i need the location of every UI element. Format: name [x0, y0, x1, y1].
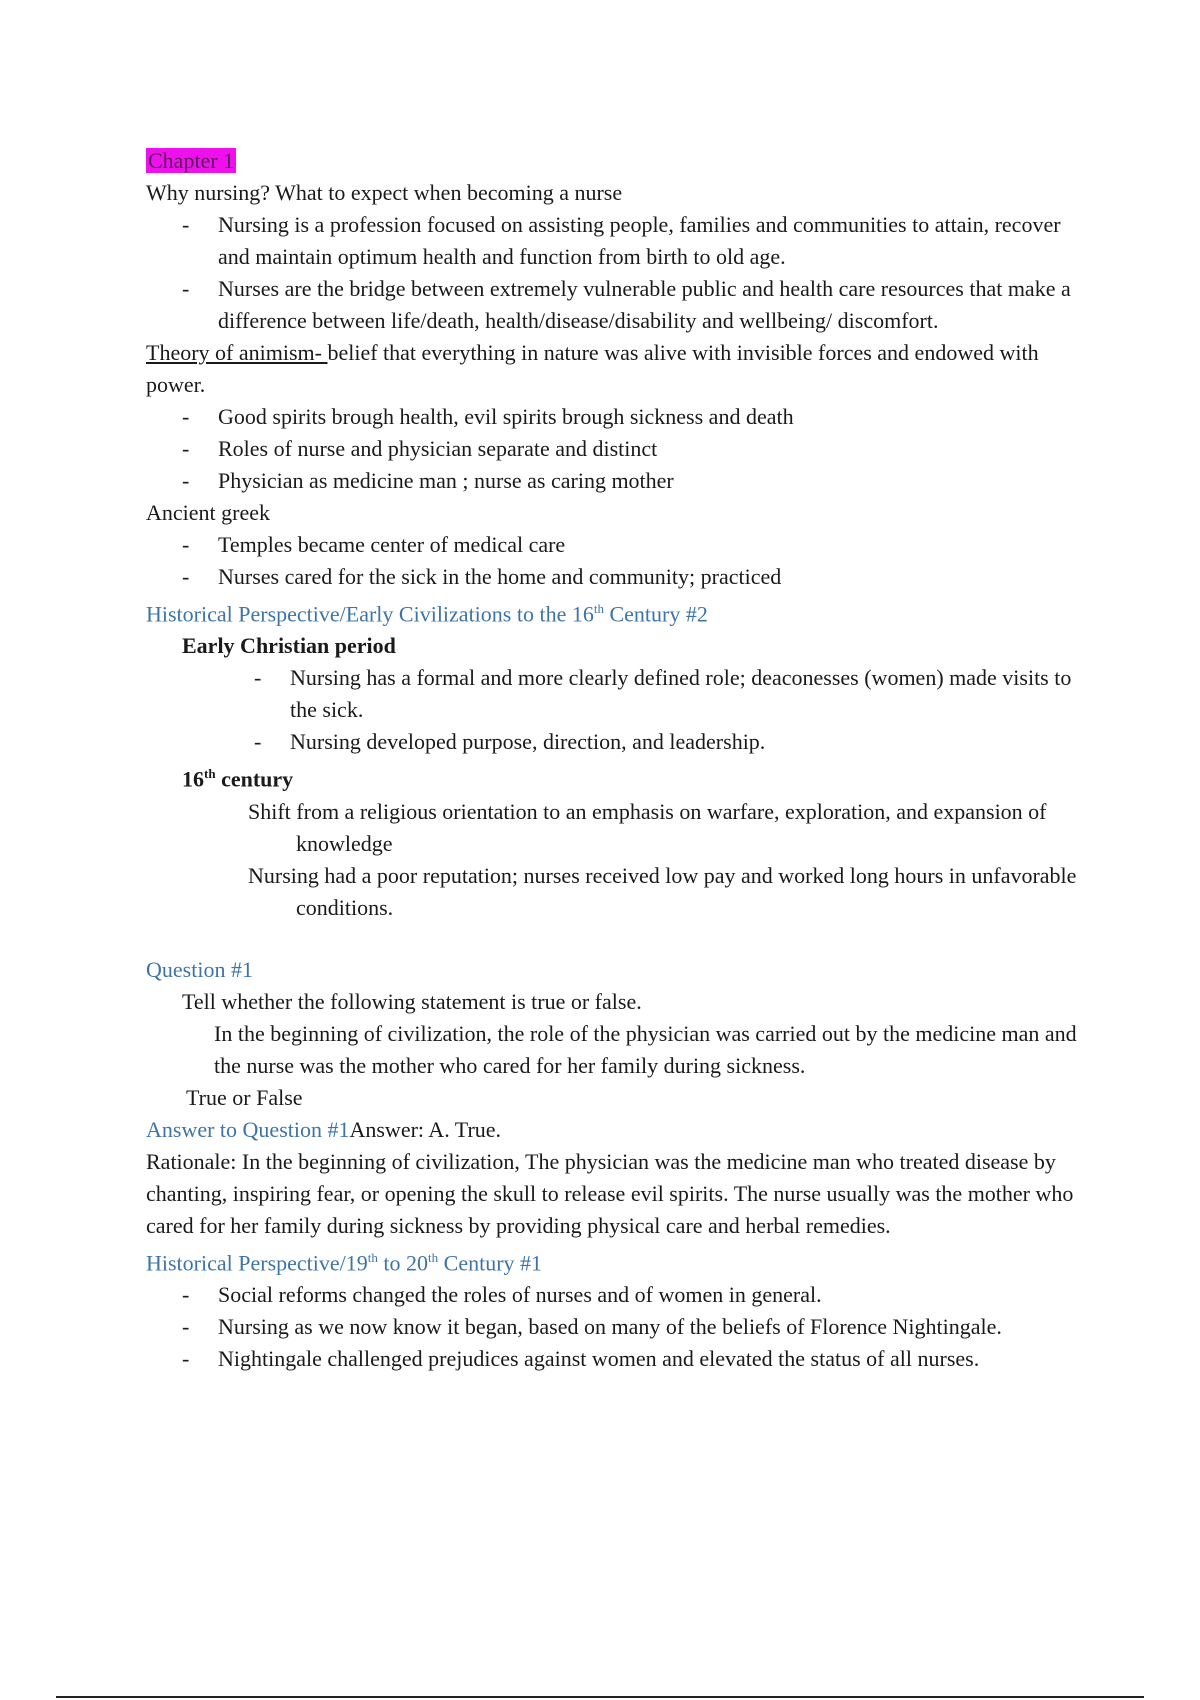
list-item: - Nursing is a profession focused on assisting people, families and communities to attain, recover and maintain optimum health and function from birth to old age.	[146, 209, 1096, 273]
list-item: - Nurses are the bridge between extremely vulnerable public and health care resources that make a difference between life/death, health/disease/disability and wellbeing/ discomfort.	[146, 273, 1096, 337]
heading-superscript: th	[367, 1249, 378, 1265]
section3-list	[146, 1279, 1096, 1375]
century-line: Nursing had a poor reputation; nurses received low pay and worked long hours in unfavorable conditions.	[248, 862, 1077, 920]
list-item: - Nursing as we now know it began, based on many of the beliefs of Florence Nightingale.	[146, 1311, 1096, 1343]
animism-paragraph	[146, 337, 1096, 401]
heading-text: Century #1	[438, 1249, 543, 1275]
list-item: - Good spirits brough health, evil spirits brough sickness and death	[146, 401, 1096, 433]
list-item: - Social reforms changed the roles of nurses and of women in general.	[146, 1279, 1096, 1311]
question-options: True or False	[186, 1084, 303, 1110]
intro-list	[146, 209, 1096, 337]
answer-line	[146, 1114, 1096, 1146]
document-page	[146, 145, 1096, 1375]
animism-list	[146, 401, 1096, 497]
page-divider	[56, 1696, 1144, 1698]
list-item: - Nursing developed purpose, direction, and leadership.	[146, 726, 1096, 758]
animism-definition: belief that everything in nature was alive with invisible forces and endowed with power.	[146, 340, 1039, 397]
list-item: - Nursing has a formal and more clearly defined role; deaconesses (women) made visits to the sick.	[146, 662, 1096, 726]
heading-text: to 20	[377, 1249, 429, 1275]
spacer	[146, 924, 1096, 954]
section-heading-19th-20th	[146, 1242, 1096, 1279]
answer-rationale: Rationale: In the beginning of civilization, The physician was the medicine man who treated disease by chanting, inspiring fear, or opening the skull to release evil spirits. The nurse usually was the mother who cared for her family during sickness by providing physical care and herbal remedies.	[146, 1148, 1074, 1238]
question-statement: In the beginning of civilization, the role of the physician was carried out by the medicine man and the nurse was the mother who cared for her family during sickness.	[214, 1020, 1077, 1078]
christian-heading: Early Christian period	[182, 633, 396, 659]
heading-text: Century #2	[603, 601, 708, 627]
century-line: Shift from a religious orientation to an emphasis on warfare, exploration, and expansion of knowledge	[248, 798, 1047, 856]
heading-text: Historical Perspective/19	[146, 1249, 368, 1275]
list-item: - Nightingale challenged prejudices against women and elevated the status of all nurses.	[146, 1343, 1096, 1375]
heading-superscript: th	[428, 1249, 439, 1265]
greek-list	[146, 529, 1096, 593]
question-prompt: Tell whether the following statement is true or false.	[182, 988, 642, 1014]
list-item: - Physician as medicine man ; nurse as caring mother	[146, 465, 1096, 497]
heading-text: century	[215, 766, 294, 792]
intro-heading: Why nursing? What to expect when becoming a nurse	[146, 180, 623, 205]
section-heading-early-civilizations	[146, 593, 1096, 630]
christian-list	[146, 662, 1096, 758]
century-heading	[146, 758, 1096, 795]
chapter-label: Chapter 1	[148, 148, 235, 173]
question-heading: Question #1	[146, 956, 253, 982]
greek-heading: Ancient greek	[146, 500, 270, 525]
heading-text: 16	[182, 766, 204, 792]
heading-text: Historical Perspective/Early Civilizations to the 16	[146, 601, 594, 627]
animism-term: Theory of animism-	[146, 340, 328, 365]
list-item: - Nurses cared for the sick in the home and community; practiced	[146, 561, 1096, 593]
answer-value: Answer: A. True.	[349, 1116, 502, 1142]
answer-heading: Answer to Question #1	[146, 1116, 350, 1142]
list-item: - Temples became center of medical care	[146, 529, 1096, 561]
list-item: - Roles of nurse and physician separate and distinct	[146, 433, 1096, 465]
chapter-line	[146, 145, 1096, 177]
heading-superscript: th	[204, 766, 216, 782]
heading-superscript: th	[593, 601, 604, 616]
